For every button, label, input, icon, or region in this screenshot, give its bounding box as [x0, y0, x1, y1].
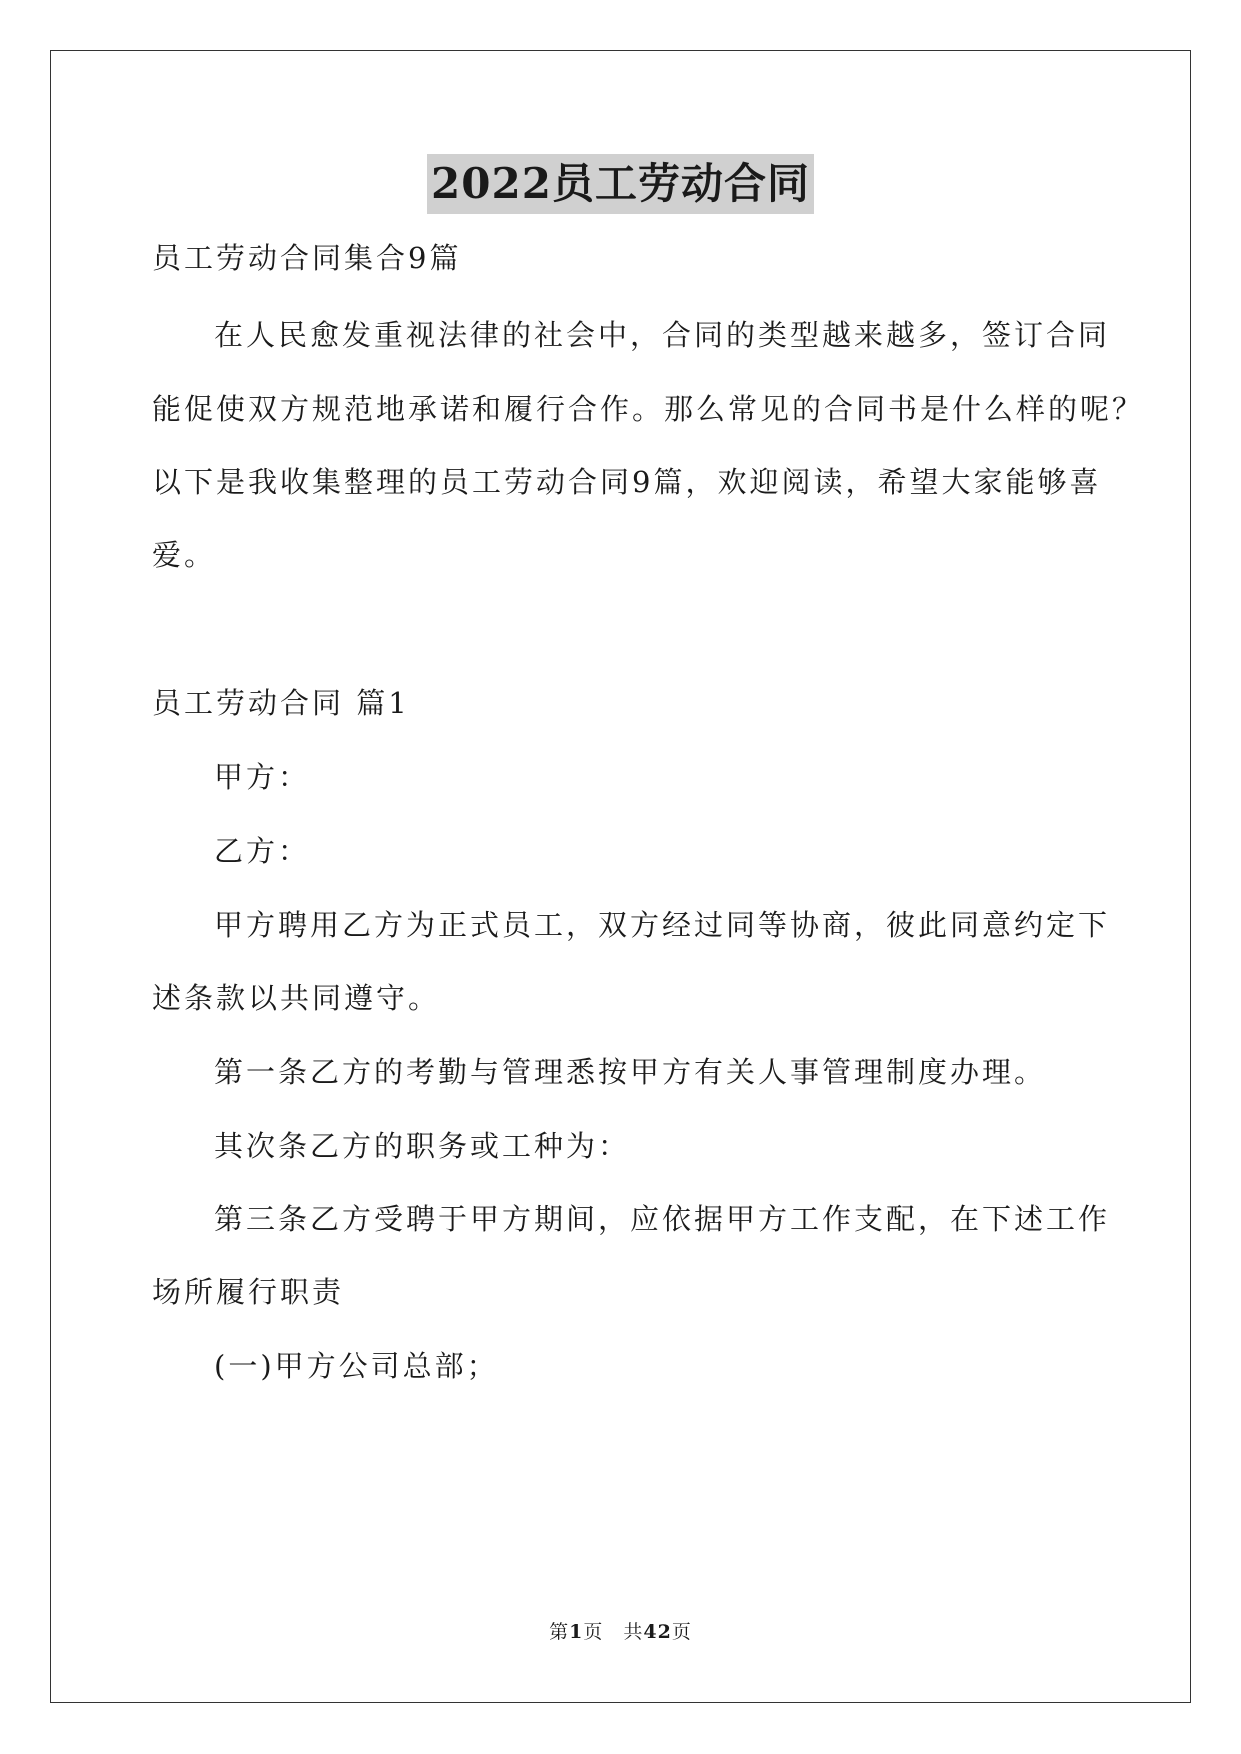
- intro-line-4: 爱。: [152, 538, 217, 572]
- article-1-line: 第一条乙方的考勤与管理悉按甲方有关人事管理制度办理。: [214, 1055, 1047, 1089]
- intro-line-2: 能促使双方规范地承诺和履行合作。那么常见的合同书是什么样的呢？: [152, 392, 1145, 426]
- page-footer: [0, 1617, 1241, 1644]
- footer-prefix: 第: [549, 1621, 570, 1643]
- article-2-line: 其次条乙方的职务或工种为：: [214, 1129, 631, 1163]
- clause-intro-line-1: 甲方聘用乙方为正式员工，双方经过同等协商，彼此同意约定下: [214, 908, 1111, 942]
- footer-mid: 页 共: [583, 1621, 644, 1643]
- party-a-line: 甲方：: [214, 760, 311, 794]
- article-3-line-2: 场所履行职责: [152, 1275, 345, 1309]
- footer-suffix: 页: [671, 1621, 692, 1643]
- section-heading: 员工劳动合同 篇1: [152, 686, 410, 720]
- page-border: [50, 50, 1191, 1703]
- title-container: [0, 154, 1241, 214]
- article-3-item-1: (一)甲方公司总部；: [214, 1349, 499, 1383]
- article-3-line-1: 第三条乙方受聘于甲方期间，应依据甲方工作支配，在下述工作: [214, 1202, 1111, 1236]
- clause-intro-line-2: 述条款以共同遵守。: [152, 981, 441, 1015]
- footer-current-page: 1: [569, 1621, 584, 1643]
- intro-line-3: 以下是我收集整理的员工劳动合同9篇，欢迎阅读，希望大家能够喜: [152, 465, 1102, 499]
- intro-line-1: 在人民愈发重视法律的社会中，合同的类型越来越多，签订合同: [214, 318, 1111, 352]
- subtitle-line: 员工劳动合同集合9篇: [152, 241, 462, 275]
- document-title: 2022员工劳动合同: [427, 154, 814, 214]
- footer-total-pages: 42: [643, 1621, 672, 1643]
- party-b-line: 乙方：: [214, 834, 311, 868]
